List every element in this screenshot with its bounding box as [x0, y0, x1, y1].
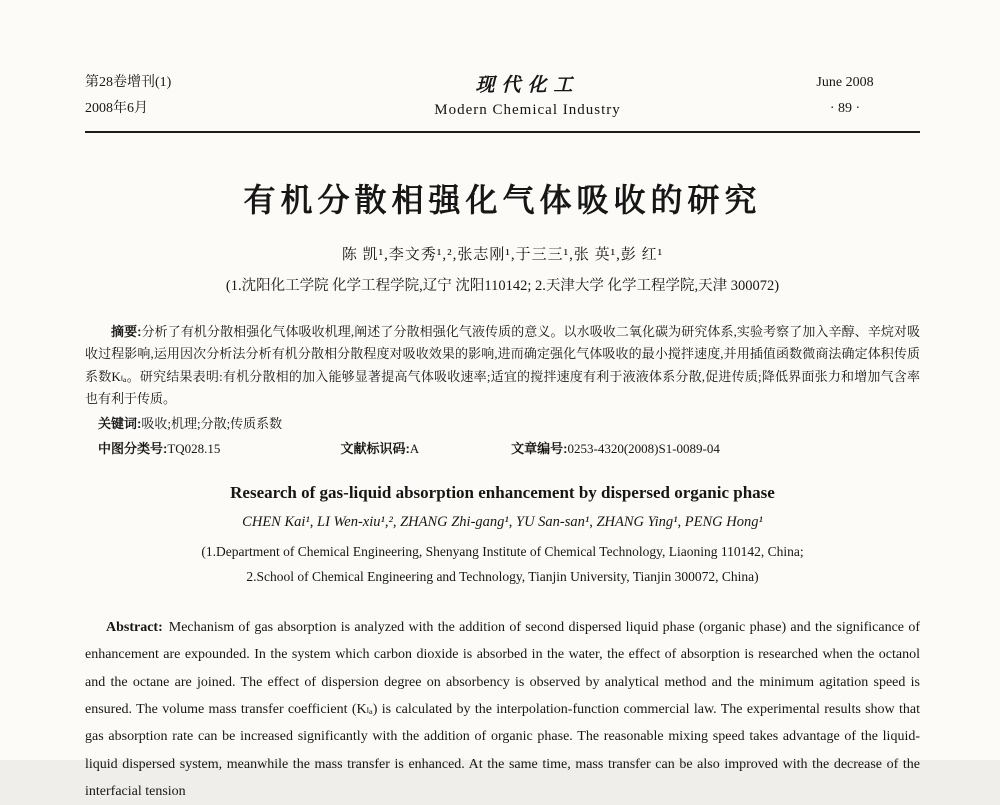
- classification-line: [85, 438, 920, 457]
- article-id: [511, 438, 720, 457]
- paper-title-en: Research of gas-liquid absorption enhancement by dispersed organic phase: [230, 483, 775, 503]
- clc-number: [98, 438, 220, 457]
- keywords-line: [85, 413, 920, 432]
- abstract-cn: [85, 321, 920, 410]
- article-id-value: 0253-4320(2008)S1-0089-04: [567, 441, 720, 457]
- affiliation-en-line2: 2.School of Chemical Engineering and Technology, Tianjin University, Tianjin 300072, China): [246, 569, 759, 585]
- abstract-text-cn: 分析了有机分散相强化气体吸收机理,阐述了分散相强化气液传质的意义。以水吸收二氧化碳为研究体系,实验考察了加入辛醇、辛烷对吸收过程影响,运用因次分析法分析有机分散相分散程度对吸收效果的影响,进而确定强化气体吸收的最小搅拌速度,并用插值函数微商法确定体积传质系数Kₗₐ。研究结果表明:有机分散相的加入能够显著提高气体吸收速率;适宜的搅拌速度有利于液液体系分散,促进传质;降低界面张力和增加气含率也有利于传质。: [85, 323, 920, 406]
- clc-value: TQ028.15: [167, 441, 221, 457]
- document-code-label: 文献标识码:: [340, 441, 410, 457]
- abstract-label-cn: 摘要:: [111, 323, 142, 339]
- keywords-label: 关键词:: [98, 416, 142, 432]
- keywords-text: 吸收;机理;分散;传质系数: [141, 416, 283, 432]
- paper-title-cn: 有机分散相强化气体吸收的研究: [243, 181, 762, 218]
- affiliation-cn: (1.沈阳化工学院 化学工程学院,辽宁 沈阳110142; 2.天津大学 化学工程学院,天津 300072): [225, 277, 780, 294]
- clc-label: 中图分类号:: [98, 441, 168, 457]
- volume-issue: 第28卷增刊(1): [85, 75, 172, 90]
- abstract-text-en: Mechanism of gas absorption is analyzed with the addition of second dispersed liquid phase (organic phase) and the significance of enhancement are expounded. In the system which carbon dioxide is absorbed in the water, the effect of absorption is researched when the octanol and the octane are joined. The effect of dispersion degree on absorbency is observed by analytical method and the minimum agitation speed is ensured. The volume mass transfer coefficient (Kₗₐ) is calculated by the interpolation-function commercial law. The experimental results show that gas absorption rate can be increased significantly with the addition of organic phase. The reasonable mixing speed takes advantage of the liquid-liquid dispersed system, meanwhile the mass transfer is enhanced. At the same time, mass transfer can be also improved with the decrease of the interfacial tension: [85, 620, 920, 799]
- document-code-value: A: [409, 441, 420, 457]
- journal-title-en: Modern Chemical Industry: [434, 102, 621, 118]
- journal-title-cn: 现代化工: [475, 75, 580, 96]
- issue-info-block: [85, 70, 285, 122]
- date-page-block: [770, 70, 920, 122]
- journal-header: [85, 70, 920, 133]
- document-code: [340, 438, 419, 457]
- authors-cn: 陈 凯¹,李文秀¹,²,张志刚¹,于三三¹,张 英¹,彭 红¹: [341, 246, 664, 263]
- page-number: · 89 ·: [829, 100, 861, 116]
- issue-date-cn: 2008年6月: [85, 100, 148, 116]
- authors-en: CHEN Kai¹, LI Wen-xiu¹,², ZHANG Zhi-gang¹, YU San-san¹, ZHANG Ying¹, PENG Hong¹: [242, 514, 763, 531]
- affiliation-en-line1: (1.Department of Chemical Engineering, Shenyang Institute of Chemical Technology, Liaoning 110142, China;: [201, 544, 804, 560]
- abstract-label-en: Abstract:: [106, 620, 163, 636]
- article-id-label: 文章编号:: [511, 441, 568, 457]
- affiliation-en: [85, 540, 920, 590]
- abstract-en: [85, 614, 920, 805]
- issue-date-en: June 2008: [816, 75, 874, 90]
- journal-title-block: [285, 70, 770, 119]
